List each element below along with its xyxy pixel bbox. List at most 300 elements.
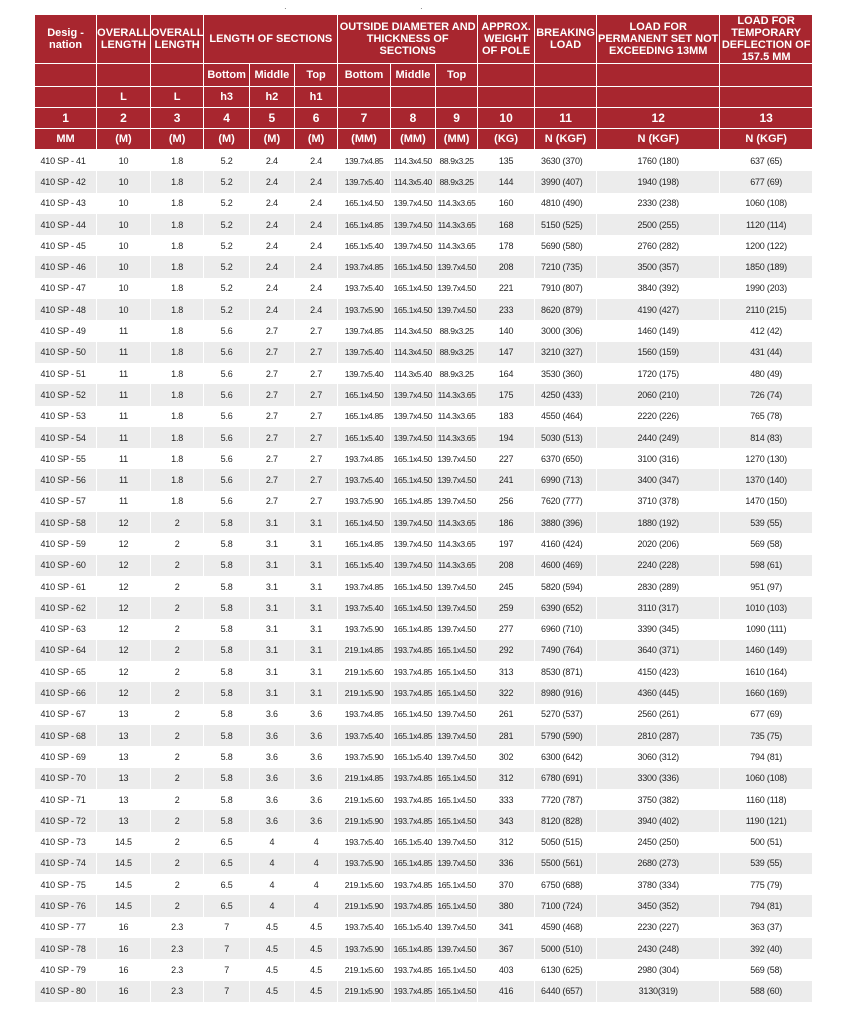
table-cell: 5.6	[204, 448, 249, 469]
table-cell: 2.7	[295, 406, 338, 427]
table-row	[35, 789, 813, 810]
table-row	[35, 214, 813, 235]
table-cell: 2.7	[295, 491, 338, 512]
table-cell: 3210 (327)	[535, 342, 597, 363]
table-cell: 431 (44)	[720, 342, 813, 363]
table-cell: 186	[478, 512, 535, 533]
table-cell: 5.6	[204, 427, 249, 448]
table-cell: 1160 (118)	[720, 789, 813, 810]
table-cell: 6.5	[204, 895, 249, 916]
table-cell: 410 SP - 75	[35, 874, 97, 895]
table-cell: 227	[478, 448, 535, 469]
table-cell: 6.5	[204, 874, 249, 895]
table-cell: 1.8	[150, 256, 204, 277]
column-unit-12: N (KGF)	[597, 129, 720, 150]
table-cell: 2.7	[295, 384, 338, 405]
table-cell: 4810 (490)	[535, 193, 597, 214]
table-cell: 139.7x4.50	[436, 619, 478, 640]
column-unit-10: (KG)	[478, 129, 535, 150]
table-cell: 13	[97, 746, 151, 767]
table-cell: 1.8	[150, 299, 204, 320]
table-cell: 2440 (249)	[597, 427, 720, 448]
table-cell: 3840 (392)	[597, 278, 720, 299]
table-cell: 2.4	[249, 193, 294, 214]
table-cell: 410 SP - 66	[35, 682, 97, 703]
table-cell: 2.4	[295, 299, 338, 320]
column-number-11: 11	[535, 108, 597, 129]
table-cell: 10	[97, 171, 151, 192]
column-unit-2: (M)	[97, 129, 151, 150]
table-cell: 3100 (316)	[597, 448, 720, 469]
table-cell: 367	[478, 938, 535, 959]
table-cell: 7210 (735)	[535, 256, 597, 277]
table-cell: 2.3	[150, 981, 204, 1002]
header-symbol-l2: L	[150, 87, 204, 108]
table-cell: 2.4	[295, 193, 338, 214]
table-cell: 139.7x4.50	[390, 384, 435, 405]
table-cell: 5.8	[204, 555, 249, 576]
table-cell: 3.1	[295, 661, 338, 682]
table-cell: 410 SP - 74	[35, 853, 97, 874]
table-cell: 410 SP - 56	[35, 469, 97, 490]
table-cell: 193.7x4.85	[390, 640, 435, 661]
table-cell: 1.8	[150, 193, 204, 214]
table-cell: 2	[150, 810, 204, 831]
table-cell: 1190 (121)	[720, 810, 813, 831]
table-cell: 165.1x4.50	[436, 768, 478, 789]
table-cell: 7	[204, 981, 249, 1002]
table-cell: 2240 (228)	[597, 555, 720, 576]
table-cell: 410 SP - 61	[35, 576, 97, 597]
column-number-12: 12	[597, 108, 720, 129]
table-cell: 5150 (525)	[535, 214, 597, 235]
table-cell: 2.3	[150, 917, 204, 938]
table-cell: 2.7	[295, 363, 338, 384]
table-cell: 5.8	[204, 512, 249, 533]
table-cell: 139.7x4.50	[390, 193, 435, 214]
table-cell: 193.7x4.85	[338, 448, 391, 469]
table-cell: 114.3x3.65	[436, 533, 478, 554]
table-cell: 2.7	[249, 363, 294, 384]
table-cell: 3.1	[249, 512, 294, 533]
table-cell: 500 (51)	[720, 832, 813, 853]
table-cell: 3.1	[249, 555, 294, 576]
table-cell: 2.4	[249, 150, 294, 172]
table-cell: 416	[478, 981, 535, 1002]
table-cell: 2.7	[295, 320, 338, 341]
table-cell: 5.8	[204, 597, 249, 618]
table-cell: 13	[97, 810, 151, 831]
table-cell: 219.1x5.60	[338, 661, 391, 682]
table-cell: 1850 (189)	[720, 256, 813, 277]
column-unit-11: N (KGF)	[535, 129, 597, 150]
table-cell: 3640 (371)	[597, 640, 720, 661]
table-row	[35, 661, 813, 682]
table-cell: 10	[97, 214, 151, 235]
table-cell: 2020 (206)	[597, 533, 720, 554]
table-cell: 7910 (807)	[535, 278, 597, 299]
table-cell: 4590 (468)	[535, 917, 597, 938]
table-cell: 410 SP - 79	[35, 959, 97, 980]
table-cell: 193.7x4.85	[390, 661, 435, 682]
table-cell: 256	[478, 491, 535, 512]
table-cell: 794 (81)	[720, 746, 813, 767]
table-cell: 292	[478, 640, 535, 661]
table-cell: 165.1x4.50	[436, 981, 478, 1002]
table-cell: 139.7x4.50	[436, 704, 478, 725]
table-cell: 2.7	[249, 448, 294, 469]
table-cell: 410 SP - 44	[35, 214, 97, 235]
table-row	[35, 959, 813, 980]
table-cell: 193.7x5.40	[338, 917, 391, 938]
table-cell: 5.8	[204, 746, 249, 767]
table-row	[35, 832, 813, 853]
table-cell: 5.2	[204, 214, 249, 235]
table-cell: 11	[97, 469, 151, 490]
header-outside-diameter: OUTSIDE DIAMETER AND THICKNESS OF SECTIONS	[338, 15, 478, 64]
table-row	[35, 278, 813, 299]
table-cell: 1270 (130)	[720, 448, 813, 469]
table-cell: 2230 (227)	[597, 917, 720, 938]
table-cell: 4	[249, 874, 294, 895]
column-number-1: 1	[35, 108, 97, 129]
table-cell: 2.4	[295, 150, 338, 172]
table-cell: 114.3x3.65	[436, 193, 478, 214]
table-cell: 11	[97, 363, 151, 384]
header-od-bottom: Bottom	[338, 64, 391, 87]
table-cell: 197	[478, 533, 535, 554]
table-cell: 410 SP - 62	[35, 597, 97, 618]
table-cell: 410 SP - 54	[35, 427, 97, 448]
table-cell: 139.7x4.50	[436, 576, 478, 597]
column-unit-13: N (KGF)	[720, 129, 813, 150]
table-cell: 6300 (642)	[535, 746, 597, 767]
table-cell: 3500 (357)	[597, 256, 720, 277]
table-cell: 410 SP - 76	[35, 895, 97, 916]
table-cell: 139.7x4.50	[436, 853, 478, 874]
header-blank	[338, 87, 391, 108]
table-cell: 139.7x4.50	[390, 235, 435, 256]
table-cell: 370	[478, 874, 535, 895]
header-blank	[720, 64, 813, 87]
table-cell: 139.7x4.50	[436, 299, 478, 320]
table-cell: 135	[478, 150, 535, 172]
table-cell: 4.5	[249, 981, 294, 1002]
table-cell: 139.7x4.50	[390, 406, 435, 427]
table-cell: 3.1	[249, 619, 294, 640]
table-cell: 1.8	[150, 469, 204, 490]
table-cell: 343	[478, 810, 535, 831]
table-cell: 410 SP - 52	[35, 384, 97, 405]
table-cell: 5.6	[204, 363, 249, 384]
table-row	[35, 555, 813, 576]
table-cell: 2980 (304)	[597, 959, 720, 980]
table-cell: 10	[97, 150, 151, 172]
table-cell: 2450 (250)	[597, 832, 720, 853]
table-cell: 1.8	[150, 448, 204, 469]
table-cell: 2.4	[295, 214, 338, 235]
table-cell: 3390 (345)	[597, 619, 720, 640]
table-cell: 410 SP - 67	[35, 704, 97, 725]
table-cell: 5.2	[204, 150, 249, 172]
header-overall-length-1: OVERALL LENGTH	[97, 15, 151, 64]
table-cell: 88.9x3.25	[436, 171, 478, 192]
table-cell: 168	[478, 214, 535, 235]
table-cell: 3.1	[249, 533, 294, 554]
table-cell: 12	[97, 640, 151, 661]
table-cell: 11	[97, 406, 151, 427]
table-cell: 2.4	[249, 256, 294, 277]
table-cell: 4.5	[295, 938, 338, 959]
table-cell: 139.7x4.85	[338, 320, 391, 341]
table-cell: 410 SP - 77	[35, 917, 97, 938]
table-cell: 3.1	[295, 597, 338, 618]
table-cell: 178	[478, 235, 535, 256]
column-unit-8: (MM)	[390, 129, 435, 150]
table-cell: 5.2	[204, 256, 249, 277]
table-cell: 139.7x4.50	[436, 278, 478, 299]
table-cell: 5.8	[204, 576, 249, 597]
table-cell: 12	[97, 533, 151, 554]
table-cell: 1.8	[150, 278, 204, 299]
table-cell: 5.6	[204, 406, 249, 427]
table-cell: 3990 (407)	[535, 171, 597, 192]
table-header	[35, 15, 813, 150]
table-cell: 14.5	[97, 874, 151, 895]
table-cell: 3.6	[295, 725, 338, 746]
table-cell: 3.1	[249, 661, 294, 682]
table-body	[35, 150, 813, 1002]
table-cell: 114.3x3.65	[436, 384, 478, 405]
table-cell: 951 (97)	[720, 576, 813, 597]
table-cell: 193.7x4.85	[338, 704, 391, 725]
column-unit-4: (M)	[204, 129, 249, 150]
table-cell: 165.1x4.85	[338, 214, 391, 235]
table-cell: 1200 (122)	[720, 235, 813, 256]
table-cell: 539 (55)	[720, 512, 813, 533]
table-cell: 3880 (396)	[535, 512, 597, 533]
table-row	[35, 768, 813, 789]
table-cell: 410 SP - 50	[35, 342, 97, 363]
table-cell: 3.1	[295, 619, 338, 640]
table-cell: 5.8	[204, 725, 249, 746]
table-cell: 2.7	[249, 469, 294, 490]
table-cell: 410 SP - 57	[35, 491, 97, 512]
table-cell: 410 SP - 70	[35, 768, 97, 789]
table-cell: 2060 (210)	[597, 384, 720, 405]
table-cell: 598 (61)	[720, 555, 813, 576]
table-cell: 5.8	[204, 661, 249, 682]
table-cell: 4	[249, 853, 294, 874]
table-cell: 1.8	[150, 491, 204, 512]
table-cell: 5.8	[204, 533, 249, 554]
table-cell: 165.1x5.40	[390, 746, 435, 767]
table-cell: 333	[478, 789, 535, 810]
table-cell: 1880 (192)	[597, 512, 720, 533]
table-cell: 1010 (103)	[720, 597, 813, 618]
table-cell: 3110 (317)	[597, 597, 720, 618]
header-od-top: Top	[436, 64, 478, 87]
column-unit-1: MM	[35, 129, 97, 150]
header-od-middle: Middle	[390, 64, 435, 87]
table-cell: 140	[478, 320, 535, 341]
table-cell: 5.8	[204, 640, 249, 661]
table-cell: 5820 (594)	[535, 576, 597, 597]
table-cell: 2.7	[249, 342, 294, 363]
column-numbers-row	[35, 108, 813, 129]
table-row	[35, 917, 813, 938]
table-cell: 12	[97, 597, 151, 618]
table-cell: 410 SP - 46	[35, 256, 97, 277]
table-cell: 3940 (402)	[597, 810, 720, 831]
table-cell: 2.4	[295, 171, 338, 192]
table-cell: 16	[97, 959, 151, 980]
table-row	[35, 320, 813, 341]
table-cell: 3.6	[295, 810, 338, 831]
table-row	[35, 682, 813, 703]
table-cell: 3.1	[249, 682, 294, 703]
table-cell: 11	[97, 427, 151, 448]
table-cell: 183	[478, 406, 535, 427]
table-cell: 3.6	[295, 768, 338, 789]
table-cell: 16	[97, 938, 151, 959]
table-cell: 2	[150, 789, 204, 810]
table-cell: 2	[150, 640, 204, 661]
table-cell: 3.6	[249, 746, 294, 767]
table-cell: 2	[150, 512, 204, 533]
header-blank	[436, 87, 478, 108]
table-cell: 5.2	[204, 299, 249, 320]
header-section-bottom: Bottom	[204, 64, 249, 87]
table-cell: 139.7x4.50	[436, 832, 478, 853]
table-cell: 6750 (688)	[535, 874, 597, 895]
table-cell: 193.7x4.85	[390, 810, 435, 831]
table-cell: 1.8	[150, 150, 204, 172]
table-cell: 2330 (238)	[597, 193, 720, 214]
table-cell: 2.4	[249, 299, 294, 320]
table-cell: 8620 (879)	[535, 299, 597, 320]
table-cell: 139.7x4.50	[390, 427, 435, 448]
table-cell: 2.4	[249, 214, 294, 235]
table-cell: 6990 (713)	[535, 469, 597, 490]
table-cell: 12	[97, 512, 151, 533]
table-cell: 165.1x4.50	[436, 874, 478, 895]
table-cell: 1.8	[150, 320, 204, 341]
table-cell: 2500 (255)	[597, 214, 720, 235]
table-cell: 412 (42)	[720, 320, 813, 341]
table-cell: 1760 (180)	[597, 150, 720, 172]
table-cell: 10	[97, 256, 151, 277]
table-cell: 2.7	[249, 491, 294, 512]
table-cell: 13	[97, 704, 151, 725]
table-cell: 165.1x4.85	[390, 725, 435, 746]
table-cell: 392 (40)	[720, 938, 813, 959]
table-cell: 4	[249, 832, 294, 853]
table-cell: 1060 (108)	[720, 768, 813, 789]
table-cell: 165.1x4.50	[390, 448, 435, 469]
table-cell: 2.7	[295, 342, 338, 363]
table-cell: 193.7x5.90	[338, 491, 391, 512]
table-cell: 165.1x4.50	[390, 704, 435, 725]
table-cell: 2.7	[295, 427, 338, 448]
top-marks: · ·	[284, 4, 423, 13]
header-blank	[597, 87, 720, 108]
table-cell: 3710 (378)	[597, 491, 720, 512]
column-unit-9: (MM)	[436, 129, 478, 150]
column-number-2: 2	[97, 108, 151, 129]
table-cell: 410 SP - 78	[35, 938, 97, 959]
table-row	[35, 853, 813, 874]
table-cell: 193.7x5.40	[338, 832, 391, 853]
table-row	[35, 704, 813, 725]
table-cell: 2	[150, 832, 204, 853]
header-section-middle: Middle	[249, 64, 294, 87]
table-cell: 2.4	[295, 256, 338, 277]
table-cell: 114.3x4.50	[390, 342, 435, 363]
table-cell: 312	[478, 832, 535, 853]
table-cell: 165.1x5.40	[390, 832, 435, 853]
table-cell: 1.8	[150, 235, 204, 256]
header-blank	[535, 87, 597, 108]
table-cell: 1060 (108)	[720, 193, 813, 214]
table-cell: 302	[478, 746, 535, 767]
table-cell: 410 SP - 59	[35, 533, 97, 554]
table-cell: 539 (55)	[720, 853, 813, 874]
table-cell: 193.7x5.90	[338, 746, 391, 767]
table-cell: 114.3x3.65	[436, 427, 478, 448]
table-cell: 3530 (360)	[535, 363, 597, 384]
column-number-10: 10	[478, 108, 535, 129]
table-cell: 4250 (433)	[535, 384, 597, 405]
table-cell: 5690 (580)	[535, 235, 597, 256]
table-cell: 2810 (287)	[597, 725, 720, 746]
table-cell: 165.1x4.50	[436, 810, 478, 831]
table-row	[35, 491, 813, 512]
table-cell: 5000 (510)	[535, 938, 597, 959]
table-cell: 2	[150, 768, 204, 789]
table-cell: 410 SP - 48	[35, 299, 97, 320]
table-cell: 193.7x5.40	[338, 597, 391, 618]
table-cell: 410 SP - 49	[35, 320, 97, 341]
table-cell: 1.8	[150, 427, 204, 448]
table-cell: 139.7x4.50	[436, 491, 478, 512]
table-row	[35, 895, 813, 916]
table-cell: 139.7x4.50	[390, 555, 435, 576]
table-cell: 165.1x4.50	[338, 512, 391, 533]
table-cell: 139.7x4.50	[390, 533, 435, 554]
table-cell: 165.1x5.40	[338, 235, 391, 256]
table-cell: 5.6	[204, 384, 249, 405]
table-row	[35, 363, 813, 384]
table-row	[35, 406, 813, 427]
table-cell: 219.1x5.90	[338, 682, 391, 703]
table-cell: 3.1	[295, 576, 338, 597]
table-cell: 4.5	[249, 917, 294, 938]
table-cell: 4	[249, 895, 294, 916]
table-cell: 2.4	[295, 278, 338, 299]
table-cell: 569 (58)	[720, 533, 813, 554]
header-symbol-h3: h3	[204, 87, 249, 108]
table-cell: 193.7x4.85	[338, 256, 391, 277]
header-overall-length-2: OVERALL LENGTH	[150, 15, 204, 64]
table-cell: 410 SP - 45	[35, 235, 97, 256]
table-cell: 139.7x4.50	[390, 512, 435, 533]
table-cell: 2.4	[249, 171, 294, 192]
table-cell: 4	[295, 832, 338, 853]
table-cell: 88.9x3.25	[436, 150, 478, 172]
table-cell: 410 SP - 58	[35, 512, 97, 533]
table-cell: 139.7x4.50	[390, 214, 435, 235]
